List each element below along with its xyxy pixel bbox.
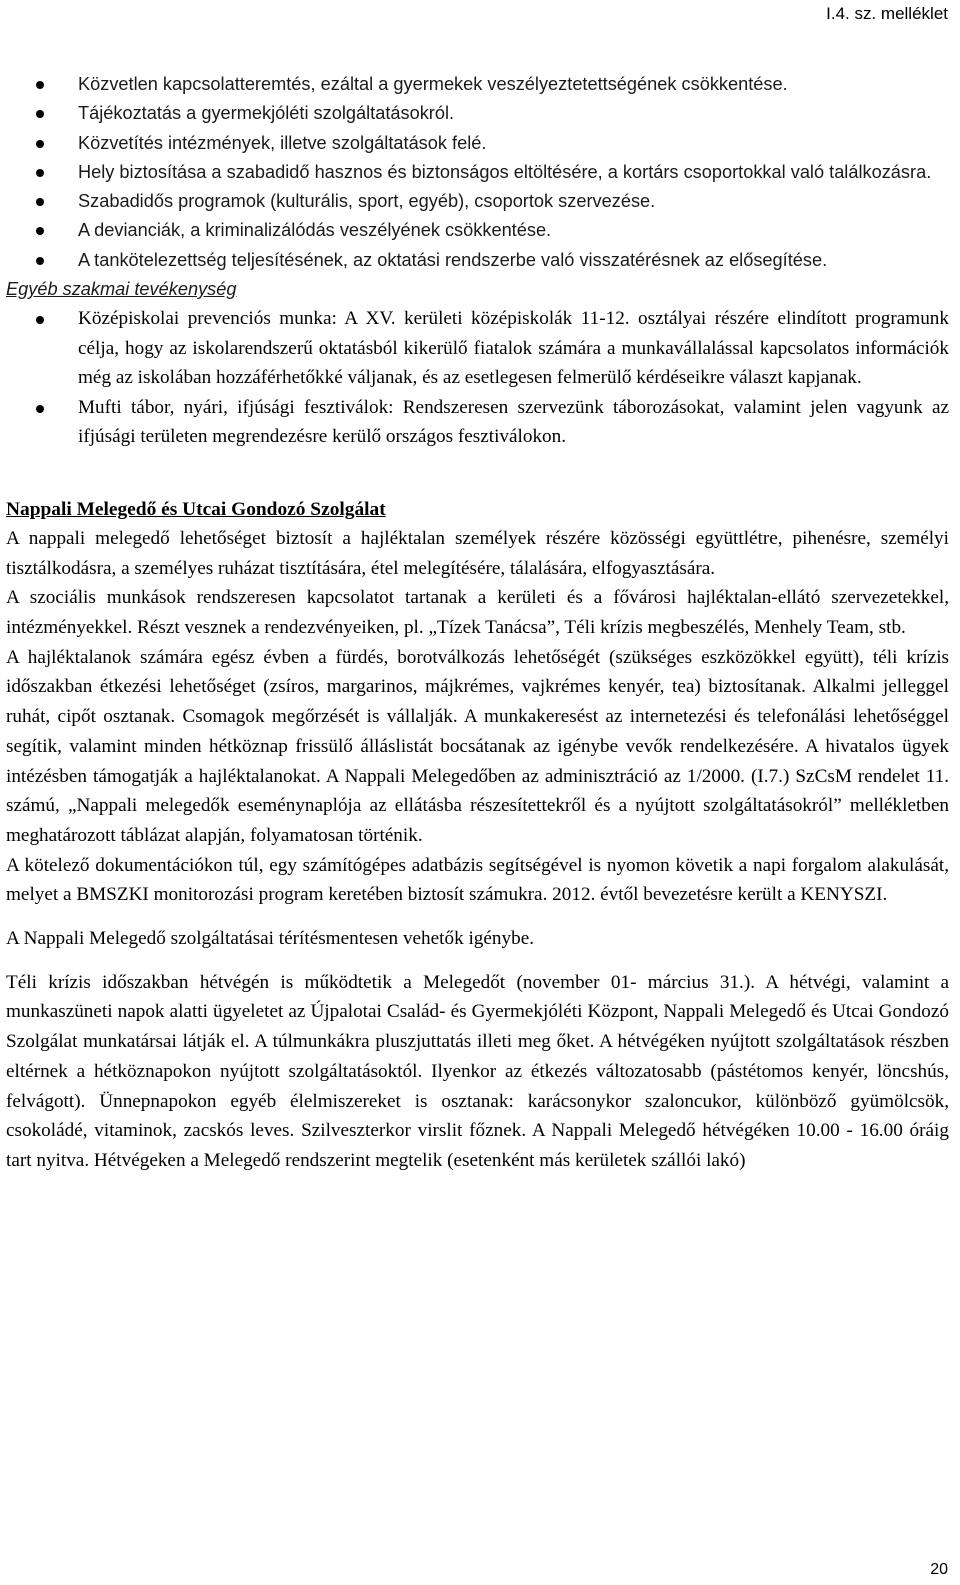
list-item: A tankötelezettség teljesítésének, az oktatási rendszerbe való visszatérésnek az elősegítése. (6, 246, 949, 275)
list-item: Hely biztosítása a szabadidő hasznos és biztonságos eltöltésére, a kortárs csoportokkal való találkozásra. (6, 158, 949, 187)
paragraph: A Nappali Melegedő szolgáltatásai térítésmentesen vehetők igénybe. (6, 928, 535, 950)
list-item: Középiskolai prevenciós munka: A XV. kerületi középiskolák 11-12. osztályai részére elindított programunk célja, hogy az iskolarendszerű oktatásból kikerülő fiatalok számára a munkavállalással kapcsolatos információk még az iskolában hozzáférhetőkké váljanak, és az esetlegesen felmerülő kérdéseikre választ kapjanak. (6, 304, 949, 393)
list-item: Tájékoztatás a gyermekjóléti szolgáltatásokról. (6, 99, 949, 128)
annex-label: I.4. sz. melléklet (826, 4, 948, 23)
bullet-list-activities (6, 70, 949, 275)
page-number: 20 (930, 1561, 948, 1578)
subheading-other-activities: Egyéb szakmai tevékenység (6, 279, 237, 300)
paragraph: A kötelező dokumentációkon túl, egy számítógépes adatbázis segítségével is nyomon követik a napi forgalom alakulását, melyet a BMSZKI monitorozási program keretében biztosít számukra. 2012. évtől bevezetésre került a KENYSZI. (6, 854, 949, 906)
paragraph: A nappali melegedő lehetőséget biztosít a hajléktalan személyek részére közösségi együttlétre, pihenésre, személyi tisztálkodásra, a személyes ruházat tisztítására, étel melegítésére, tálalására, elfogyasztására. (6, 527, 949, 579)
list-item: Közvetítés intézmények, illetve szolgáltatások felé. (6, 129, 949, 158)
list-item: A devianciák, a kriminalizálódás veszélyének csökkentése. (6, 216, 949, 245)
list-item: Szabadidős programok (kulturális, sport, egyéb), csoportok szervezése. (6, 187, 949, 216)
paragraph: A szociális munkások rendszeresen kapcsolatot tartanak a kerületi és a fővárosi hajléktalan-ellátó szervezetekkel, intézményekkel. Részt vesznek a rendezvényeiken, pl. „Tízek Tanácsa”, Téli krízis megbeszélés, Menhely Team, stb. (6, 587, 949, 638)
list-item: Mufti tábor, nyári, ifjúsági fesztiválok: Rendszeresen szervezünk táborozásokat, valamint jelen vagyunk az ifjúsági területen megrendezésre kerülő országos fesztiválokon. (6, 393, 949, 452)
paragraph: Téli krízis időszakban hétvégén is működtetik a Melegedőt (november 01- március 31.). A hétvégi, valamint a munkaszüneti napok alatti ügyeletet az Újpalotai Család- és Gyermekjóléti Központ, Nappali Melegedő és Utcai Gondozó Szolgálat munkatársai látják el. A túlmunkákra pluszjuttatás illeti meg őket. A hétvégéken nyújtott szolgáltatások részben eltérnek a hétköznapokon nyújtott szolgáltatásoktól. Ilyenkor az étkezés változatosabb (pástétomos kenyér, löncshús, felvágott). Ünnepnapokon egyéb élelmiszereket is osztanak: karácsonykor szaloncukor, különböző gyümölcsök, csokoládé, vitaminok, zacskós leves. Szilveszterkor virslit főznek. A Nappali Melegedő hétvégéken 10.00 - 16.00 óráig tart nyitva. Hétvégeken a Melegedő rendszerint megtelik (esetenként más kerületek szállói lakó) (6, 971, 949, 1171)
list-item: Közvetlen kapcsolatteremtés, ezáltal a gyermekek veszélyeztetettségének csökkentése. (6, 70, 949, 99)
document-body (6, 70, 949, 1176)
bullet-list-other (6, 304, 949, 452)
paragraph: A hajléktalanok számára egész évben a fürdés, borotválkozás lehetőségét (szükséges eszközökkel együtt), téli krízis időszakban étkezési lehetőséget (zsíros, margarinos, májkrémes, vajkrémes kenyér, tea) biztosítanak. Alkalmi jelleggel ruhát, cipőt osztanak. Csomagok megőrzését is vállalják. A munkakeresést az internetezési és telefonálási lehetőséggel segítik, valamint minden hétköznap frissülő álláslistát bocsátanak az igénybe vevők rendelkezésére. A hivatalos ügyek intézésben támogatják a hajléktalanokat. A Nappali Melegedőben az adminisztráció az 1/2000. (I.7.) SzCsM rendelet 11. számú, „Nappali melegedők eseménynaplója az ellátásba részesítettekről és a nyújtott szolgáltatásokról” mellékletben meghatározott táblázat alapján, folyamatosan történik. (6, 646, 949, 846)
section-title: Nappali Melegedő és Utcai Gondozó Szolgálat (6, 498, 386, 520)
